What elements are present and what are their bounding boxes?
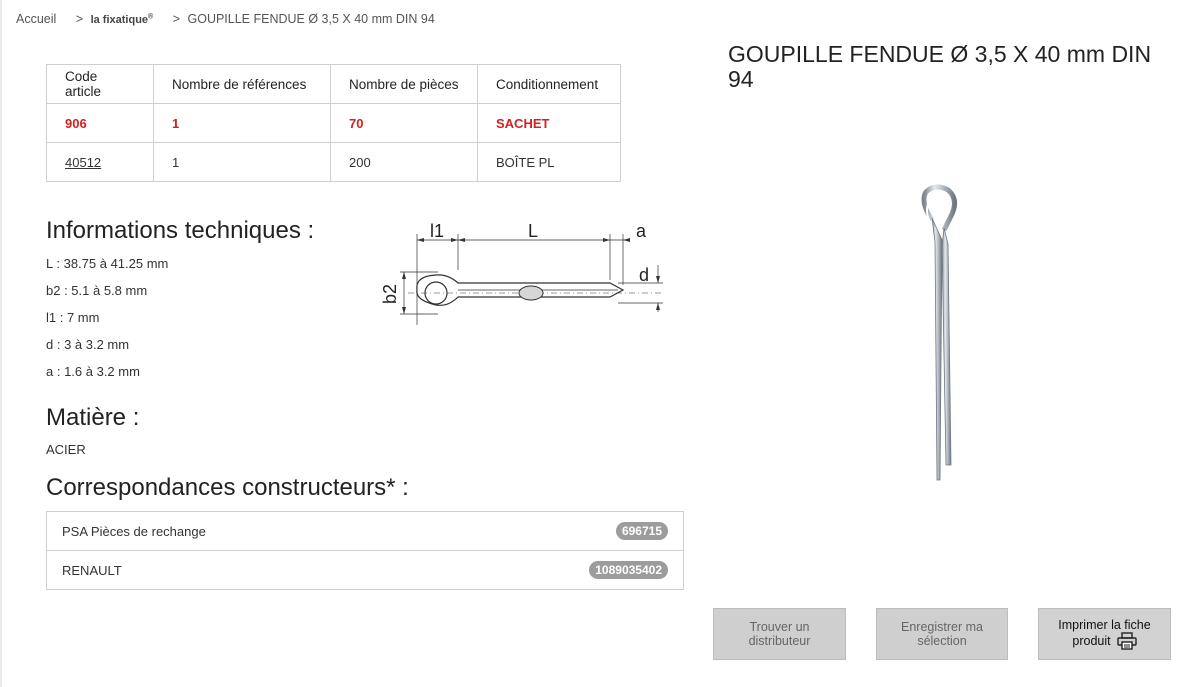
diagram-label-b2: b2 [380, 283, 400, 304]
col-header-code: Code article [47, 65, 154, 104]
spec-L: L : 38.75 à 41.25 mm [46, 256, 169, 271]
col-header-refs: Nombre de références [154, 65, 331, 104]
manufacturer-ref-badge: 1089035402 [589, 561, 668, 579]
cell-refs: 1 [154, 143, 331, 182]
diagram-label-a: a [636, 221, 647, 241]
split-pin-dimension-diagram [378, 220, 668, 335]
manufacturer-name: RENAULT [62, 562, 122, 578]
print-button-label: Imprimer la fiche [1058, 618, 1151, 632]
left-edge-divider [0, 0, 2, 687]
spec-d: d : 3 à 3.2 mm [46, 337, 130, 352]
printer-icon [1117, 632, 1137, 650]
diagram-label-d: d [639, 265, 650, 285]
table-row [47, 104, 621, 143]
print-sheet-button[interactable] [1038, 608, 1171, 660]
product-title: GOUPILLE FENDUE Ø 3,5 X 40 mm DIN 94 [728, 41, 1152, 92]
cell-code: 906 [47, 104, 154, 143]
material-title: Matière : [46, 404, 140, 431]
brand-name: la fixatique [90, 14, 149, 26]
cell-packaging: SACHET [478, 104, 621, 143]
pin-section [519, 286, 543, 300]
spec-a: a : 1.6 à 3.2 mm [46, 364, 140, 379]
material-value: ACIER [46, 442, 86, 457]
cell-code [47, 143, 154, 182]
breadcrumb-current: GOUPILLE FENDUE Ø 3,5 X 40 mm DIN 94 [187, 12, 435, 26]
col-header-packaging: Conditionnement [478, 65, 621, 104]
brand-registered-mark: ® [148, 13, 154, 21]
breadcrumb-brand-link[interactable] [91, 14, 154, 26]
cell-pieces: 200 [331, 143, 478, 182]
diagram-label-l1: l1 [430, 221, 445, 241]
breadcrumb-separator: > [172, 12, 181, 26]
breadcrumb-separator: > [75, 12, 84, 26]
tech-info-title: Informations techniques : [46, 217, 315, 244]
find-distributor-button[interactable]: Trouver un distributeur [713, 608, 846, 660]
cell-refs: 1 [154, 104, 331, 143]
table-header-row [47, 65, 621, 104]
article-code-link[interactable]: 40512 [65, 154, 102, 170]
product-image [880, 180, 980, 490]
cell-pieces: 70 [331, 104, 478, 143]
manufacturer-name: PSA Pièces de rechange [62, 523, 206, 539]
breadcrumb [16, 12, 435, 26]
references-table [46, 64, 621, 182]
correspondances-list [46, 511, 684, 590]
list-item [47, 512, 683, 550]
print-button-label-2: produit [1072, 634, 1111, 648]
spec-b2: b2 : 5.1 à 5.8 mm [46, 283, 148, 298]
manufacturer-ref-badge: 696715 [616, 522, 668, 540]
list-item [47, 550, 683, 589]
diagram-label-L: L [528, 221, 539, 241]
breadcrumb-home-link[interactable]: Accueil [16, 12, 57, 26]
col-header-pieces: Nombre de pièces [331, 65, 478, 104]
correspondances-title: Correspondances constructeurs* : [46, 474, 409, 501]
cell-packaging: BOÎTE PL [478, 143, 621, 182]
table-row [47, 143, 621, 182]
spec-l1: l1 : 7 mm [46, 310, 100, 325]
save-selection-button[interactable]: Enregistrer ma sélection [876, 608, 1008, 660]
